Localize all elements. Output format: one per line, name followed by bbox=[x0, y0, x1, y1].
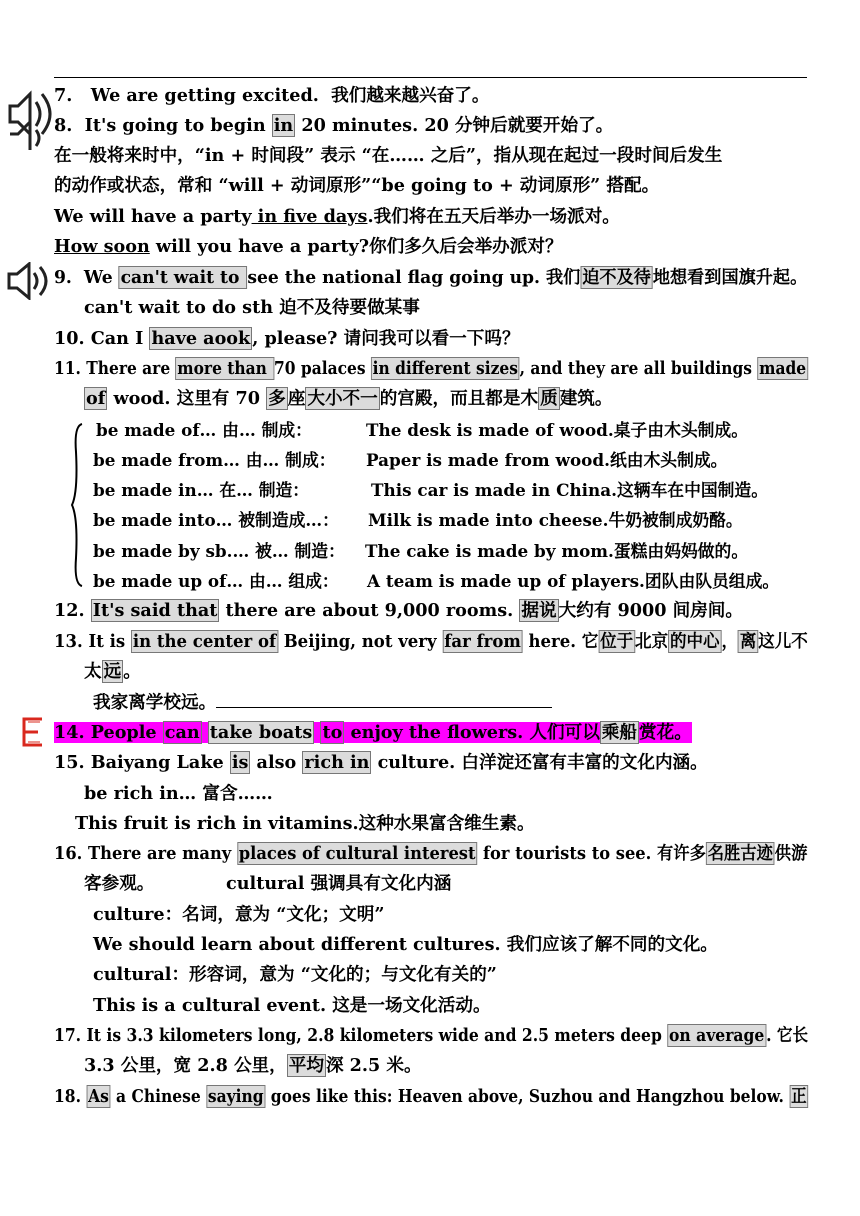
sentence-13-line2 bbox=[84, 662, 141, 684]
curly-brace bbox=[70, 422, 86, 588]
item-number: 18. bbox=[54, 1086, 81, 1107]
made-example-4: The cake is made by mom.蛋糕由妈妈做的。 bbox=[365, 541, 749, 561]
text: here. 它 bbox=[522, 631, 599, 652]
e-marker-icon bbox=[20, 716, 46, 748]
note-16-cultural: cultural 强调具有文化内涵 bbox=[226, 873, 452, 894]
example-8a bbox=[54, 207, 620, 229]
made-example-5: A team is made up of players.团队由队员组成。 bbox=[367, 571, 780, 591]
text: for tourists to see. 有许多 bbox=[477, 843, 706, 864]
item-number: 13. bbox=[54, 631, 83, 652]
text: Beijing, not very bbox=[277, 631, 443, 652]
note-15a: be rich in… 富含…… bbox=[84, 783, 273, 804]
text: goes like this: Heaven above, Suzhou and Hangzhou below. bbox=[265, 1086, 790, 1107]
sentence-17-line2 bbox=[84, 1056, 422, 1078]
key-phrase: 多 bbox=[268, 388, 286, 409]
key-phrase: 迫不及待 bbox=[582, 267, 651, 288]
audio-speaker-icon[interactable] bbox=[6, 82, 54, 152]
text: culture. 白洋淀还富有丰富的文化内涵。 bbox=[371, 752, 708, 773]
text: . 它长 bbox=[766, 1025, 809, 1046]
key-phrase: 离 bbox=[739, 631, 757, 652]
text: a Chinese bbox=[110, 1086, 207, 1107]
key-phrase: It's said that bbox=[92, 600, 218, 621]
key-phrase: to bbox=[322, 722, 343, 743]
text: 深 2.5 米。 bbox=[325, 1055, 422, 1076]
key-phrase: 乘船 bbox=[601, 722, 637, 743]
key-phrase: in different sizes bbox=[372, 358, 518, 379]
key-phrase: more than bbox=[177, 358, 273, 379]
key-phrase: in the center of bbox=[132, 631, 277, 652]
text: wood. 这里有 70 bbox=[107, 388, 267, 409]
text: Baiyang Lake bbox=[90, 752, 230, 773]
note-16-0: culture：名词，意为 “文化；文明” bbox=[93, 904, 385, 925]
text: 太 bbox=[84, 661, 102, 682]
text: It is bbox=[88, 631, 131, 652]
sentence-8 bbox=[54, 116, 613, 138]
key-phrase: 远 bbox=[103, 661, 122, 682]
key-phrase: is bbox=[231, 752, 249, 773]
sentence-11-line2 bbox=[84, 389, 613, 411]
sentence-15 bbox=[54, 753, 708, 775]
key-phrase: 正 bbox=[791, 1086, 807, 1107]
sentence-13-line1 bbox=[54, 632, 808, 654]
text: Can I bbox=[90, 328, 150, 349]
phrase: be made of… 由… 制成： bbox=[96, 420, 312, 440]
item-number: 9. bbox=[54, 267, 72, 288]
text: 。 bbox=[123, 661, 141, 682]
key-phrase: on average bbox=[669, 1025, 765, 1046]
key-phrase: rich in bbox=[304, 752, 370, 773]
made-example-3: Milk is made into cheese.牛奶被制成奶酪。 bbox=[368, 510, 743, 530]
key-phrase: places of cultural interest bbox=[238, 843, 476, 864]
text: see the national flag going up. 我们 bbox=[247, 267, 581, 288]
item-number: 16. bbox=[54, 843, 83, 864]
text: 的宫殿，而且都是木 bbox=[379, 388, 539, 409]
text: there are about 9,000 rooms. bbox=[219, 600, 520, 621]
underlined-phrase: in five days bbox=[251, 206, 368, 227]
key-phrase: far from bbox=[444, 631, 521, 652]
item-number: 11. bbox=[54, 358, 81, 379]
sentence-16-line1 bbox=[54, 844, 807, 866]
text: ， bbox=[721, 631, 738, 652]
text: 北京 bbox=[635, 631, 669, 652]
text: We will have a party bbox=[54, 206, 252, 227]
key-phrase: As bbox=[88, 1086, 109, 1107]
item-number: 17. bbox=[54, 1025, 82, 1046]
key-phrase: 平均 bbox=[288, 1055, 324, 1076]
item-number: 7. bbox=[54, 85, 73, 106]
text: 这儿不 bbox=[758, 631, 808, 652]
made-phrase-2: be made in… 在… 制造： bbox=[93, 480, 310, 500]
key-phrase: 质 bbox=[540, 388, 558, 409]
key-phrase: made bbox=[759, 358, 807, 379]
header-rule bbox=[54, 77, 807, 78]
sentence-11-line1 bbox=[54, 359, 808, 381]
text: 70 palaces bbox=[274, 358, 371, 379]
text: There are many bbox=[88, 843, 237, 864]
text: , and they are all buildings bbox=[519, 358, 758, 379]
exercise-prompt: 我家离学校远。 bbox=[93, 692, 217, 713]
key-phrase: can't wait to bbox=[120, 267, 246, 288]
note-16-1: We should learn about different cultures. 我们应该了解不同的文化。 bbox=[93, 934, 718, 955]
text: 大约有 9000 间房间。 bbox=[558, 600, 743, 621]
note-16-2: cultural：形容词，意为 “文化的；与文化有关的” bbox=[93, 964, 497, 985]
example-8b bbox=[54, 237, 563, 259]
key-phrase: 名胜古迹 bbox=[707, 843, 773, 864]
made-phrase-4: be made by sb.… 被… 制造： bbox=[93, 541, 345, 561]
note-9: can't wait to do sth 迫不及待要做某事 bbox=[84, 297, 420, 318]
text: also bbox=[250, 752, 303, 773]
text: , please? 请问我可以看一下吗？ bbox=[252, 328, 520, 349]
note-8-line1: 在一般将来时中，“in + 时间段” 表示 “在…… 之后”，指从现在起过一段时间后发生 bbox=[54, 145, 723, 166]
key-phrase: take boats bbox=[209, 722, 313, 743]
text: will you have a party?你们多久后会举办派对？ bbox=[149, 236, 563, 257]
audio-speaker-icon[interactable] bbox=[6, 262, 50, 300]
made-phrase-3: be made into… 被制造成…： bbox=[93, 510, 339, 530]
text bbox=[202, 722, 208, 743]
text: enjoy the flowers. 人们可以 bbox=[344, 722, 600, 743]
sentence-16-line2: 客参观。 bbox=[84, 873, 155, 894]
underlined-phrase: How soon bbox=[54, 236, 150, 257]
text: People bbox=[90, 722, 163, 743]
item-number: 12. bbox=[54, 600, 85, 621]
item-number: 10. bbox=[54, 328, 85, 349]
key-phrase: of bbox=[86, 388, 106, 409]
sentence-17-line1 bbox=[54, 1026, 808, 1048]
made-example-0: The desk is made of wood.桌子由木头制成。 bbox=[366, 420, 748, 440]
sentence-10 bbox=[54, 329, 520, 351]
key-phrase: have aook bbox=[151, 328, 251, 349]
made-phrase-1: be made from… 由… 制成： bbox=[93, 450, 336, 470]
made-phrase-0 bbox=[96, 420, 312, 442]
made-example-2: This car is made in China.这辆车在中国制造。 bbox=[371, 480, 768, 500]
sentence-12 bbox=[54, 601, 743, 623]
text: .我们将在五天后举办一场派对。 bbox=[367, 206, 620, 227]
text: 赏花。 bbox=[639, 722, 692, 743]
sentence-9 bbox=[54, 268, 807, 290]
made-example-1: Paper is made from wood.纸由木头制成。 bbox=[366, 450, 728, 470]
item-number: 14. bbox=[54, 722, 85, 743]
note-15b: This fruit is rich in vitamins.这种水果富含维生素。 bbox=[75, 813, 535, 834]
text: It's going to begin bbox=[84, 115, 272, 136]
note-16-3: This is a cultural event. 这是一场文化活动。 bbox=[93, 995, 491, 1016]
text: 座 bbox=[287, 388, 306, 409]
key-phrase: 据说 bbox=[521, 600, 557, 621]
made-phrase-5: be made up of… 由… 组成： bbox=[93, 571, 339, 591]
key-phrase: in bbox=[273, 115, 294, 136]
text: There are bbox=[86, 358, 176, 379]
text: 供游 bbox=[774, 843, 808, 864]
text: 3.3 公里，宽 2.8 公里， bbox=[84, 1055, 287, 1076]
key-phrase: 大小不一 bbox=[307, 388, 378, 409]
text: 20 minutes. 20 分钟后就要开始了。 bbox=[295, 115, 614, 136]
text: 地想看到国旗升起。 bbox=[652, 267, 808, 288]
item-number: 15. bbox=[54, 752, 85, 773]
translation-exercise bbox=[93, 693, 552, 715]
text: We bbox=[83, 267, 119, 288]
key-phrase: can bbox=[164, 722, 200, 743]
sentence-7 bbox=[54, 86, 490, 108]
text: 建筑。 bbox=[559, 388, 613, 409]
key-phrase: saying bbox=[207, 1086, 264, 1107]
text: It is 3.3 kilometers long, 2.8 kilometers wide and 2.5 meters deep bbox=[86, 1025, 668, 1046]
note-8-line2: 的动作或状态，常和 “will + 动词原形”“be going to + 动词原形” 搭配。 bbox=[54, 175, 660, 196]
sentence-14 bbox=[54, 723, 692, 745]
sentence-en: We are getting excited. bbox=[90, 85, 319, 106]
item-number: 8. bbox=[54, 115, 73, 136]
sentence-18 bbox=[54, 1087, 808, 1109]
answer-blank[interactable] bbox=[216, 693, 552, 708]
key-phrase: 位于 bbox=[600, 631, 634, 652]
sentence-cn: 我们越来越兴奋了。 bbox=[331, 85, 490, 106]
key-phrase: 的中心 bbox=[669, 631, 720, 652]
